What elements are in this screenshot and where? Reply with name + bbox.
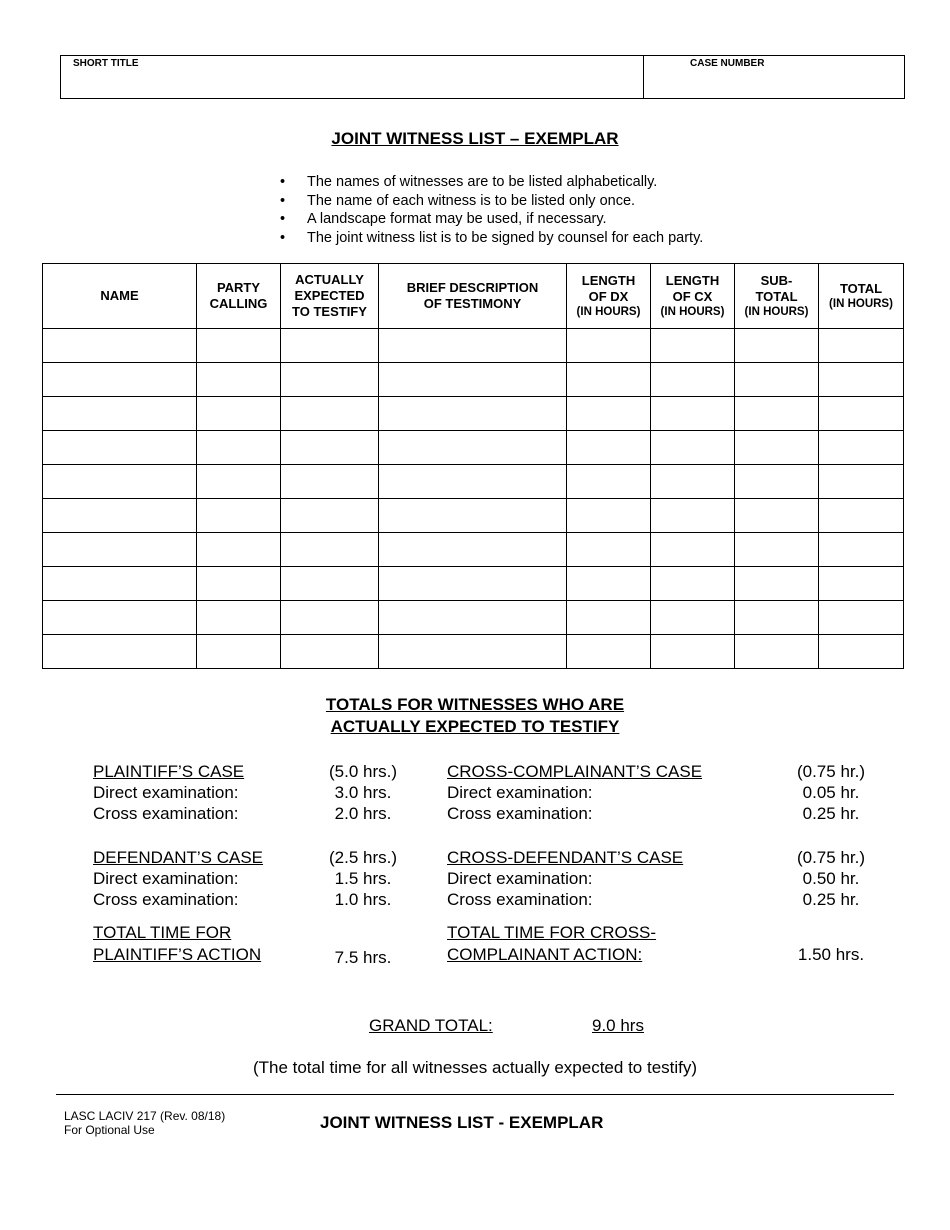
- defendant-cross-value: 1.0 hrs.: [334, 890, 392, 909]
- table-cell[interactable]: [567, 465, 651, 499]
- defendant-direct-value: 1.5 hrs.: [334, 869, 392, 888]
- table-cell[interactable]: [379, 465, 567, 499]
- footer-divider: [56, 1094, 894, 1095]
- table-cell[interactable]: [567, 567, 651, 601]
- cross-defendant-direct-label: Direct examination:: [447, 869, 593, 888]
- cross-complainant-cross-label: Cross examination:: [447, 804, 593, 823]
- table-row: [43, 431, 904, 465]
- column-header-length-dx: LENGTH OF DX (IN HOURS): [567, 264, 651, 329]
- plaintiff-cross-value: 2.0 hrs.: [334, 804, 392, 823]
- table-cell[interactable]: [819, 499, 904, 533]
- cross-defendant-direct-value: 0.50 hr.: [802, 869, 860, 888]
- cross-complainant-cross-value: 0.25 hr.: [802, 804, 860, 823]
- table-cell[interactable]: [197, 465, 281, 499]
- caption-box: [60, 55, 905, 99]
- table-cell[interactable]: [567, 397, 651, 431]
- table-cell[interactable]: [567, 329, 651, 363]
- witness-table: [42, 263, 904, 669]
- cross-complainant-case-label: CROSS-COMPLAINANT’S CASE: [447, 762, 703, 781]
- table-cell[interactable]: [819, 533, 904, 567]
- defendant-cross-label: Cross examination:: [93, 890, 239, 909]
- table-cell[interactable]: [281, 499, 379, 533]
- form-title: JOINT WITNESS LIST – EXEMPLAR: [331, 129, 619, 148]
- table-cell[interactable]: [197, 567, 281, 601]
- table-cell[interactable]: [651, 363, 735, 397]
- column-header-expected-to-testify: ACTUALLY EXPECTED TO TESTIFY: [281, 264, 379, 329]
- table-cell[interactable]: [281, 363, 379, 397]
- table-row: [43, 329, 904, 363]
- column-header-length-cx: LENGTH OF CX (IN HOURS): [651, 264, 735, 329]
- defendant-case-total: (2.5 hrs.): [328, 848, 398, 867]
- table-cell[interactable]: [651, 397, 735, 431]
- table-cell[interactable]: [651, 499, 735, 533]
- table-cell[interactable]: [651, 431, 735, 465]
- cross-complainant-action-line1: TOTAL TIME FOR CROSS-: [447, 923, 657, 942]
- table-cell[interactable]: [281, 397, 379, 431]
- table-cell[interactable]: [651, 465, 735, 499]
- table-cell[interactable]: [567, 635, 651, 669]
- table-cell[interactable]: [197, 601, 281, 635]
- table-cell[interactable]: [197, 533, 281, 567]
- table-cell[interactable]: [735, 499, 819, 533]
- table-cell[interactable]: [379, 567, 567, 601]
- plaintiff-case-total: (5.0 hrs.): [328, 762, 398, 781]
- cross-complainant-action-value: 1.50 hrs.: [797, 945, 865, 964]
- table-row: [43, 567, 904, 601]
- table-cell[interactable]: [735, 567, 819, 601]
- table-row: [43, 601, 904, 635]
- column-header-description: BRIEF DESCRIPTION OF TESTIMONY: [379, 264, 567, 329]
- table-row: [43, 635, 904, 669]
- column-header-name: NAME: [43, 264, 197, 329]
- table-cell[interactable]: [567, 363, 651, 397]
- grand-total-label: GRAND TOTAL:: [369, 1016, 493, 1035]
- table-cell[interactable]: [43, 601, 197, 635]
- table-cell[interactable]: [735, 635, 819, 669]
- table-cell[interactable]: [819, 635, 904, 669]
- table-cell[interactable]: [281, 431, 379, 465]
- table-cell[interactable]: [651, 533, 735, 567]
- column-header-total: TOTAL (IN HOURS): [819, 264, 904, 329]
- form-number: LASC LACIV 217 (Rev. 08/18): [64, 1109, 226, 1123]
- case-number-field[interactable]: [644, 56, 904, 98]
- instruction-item: • The joint witness list is to be signed by counsel for each party.: [280, 229, 703, 248]
- table-cell[interactable]: [819, 397, 904, 431]
- table-cell[interactable]: [567, 601, 651, 635]
- footer-title: JOINT WITNESS LIST - EXEMPLAR: [320, 1113, 604, 1132]
- table-cell[interactable]: [379, 431, 567, 465]
- table-cell[interactable]: [819, 431, 904, 465]
- defendant-direct-label: Direct examination:: [93, 869, 239, 888]
- short-title-field[interactable]: [61, 56, 644, 98]
- table-cell[interactable]: [43, 499, 197, 533]
- table-cell[interactable]: [735, 431, 819, 465]
- table-cell[interactable]: [379, 329, 567, 363]
- table-cell[interactable]: [819, 465, 904, 499]
- table-cell[interactable]: [281, 601, 379, 635]
- totals-title-line2: ACTUALLY EXPECTED TO TESTIFY: [330, 717, 620, 736]
- table-cell[interactable]: [197, 397, 281, 431]
- table-cell[interactable]: [735, 465, 819, 499]
- instruction-item: • The name of each witness is to be listed only once.: [280, 192, 703, 211]
- table-cell[interactable]: [735, 329, 819, 363]
- table-cell[interactable]: [197, 431, 281, 465]
- table-cell[interactable]: [379, 635, 567, 669]
- plaintiff-action-line2: PLAINTIFF’S ACTION: [93, 945, 262, 964]
- table-cell[interactable]: [43, 635, 197, 669]
- table-cell[interactable]: [43, 329, 197, 363]
- table-cell[interactable]: [819, 601, 904, 635]
- table-cell[interactable]: [651, 635, 735, 669]
- instructions-list: [280, 173, 703, 247]
- plaintiff-action-line1: TOTAL TIME FOR: [93, 923, 232, 942]
- plaintiff-case-label: PLAINTIFF’S CASE: [93, 762, 245, 781]
- table-cell[interactable]: [197, 363, 281, 397]
- table-cell[interactable]: [43, 397, 197, 431]
- table-cell[interactable]: [43, 567, 197, 601]
- table-cell[interactable]: [281, 533, 379, 567]
- instruction-item: • A landscape format may be used, if necessary.: [280, 210, 703, 229]
- table-cell[interactable]: [281, 465, 379, 499]
- table-cell[interactable]: [379, 499, 567, 533]
- table-cell[interactable]: [197, 329, 281, 363]
- cross-defendant-cross-value: 0.25 hr.: [802, 890, 860, 909]
- table-cell[interactable]: [379, 533, 567, 567]
- table-cell[interactable]: [43, 431, 197, 465]
- table-cell[interactable]: [819, 567, 904, 601]
- instruction-item: • The names of witnesses are to be listed alphabetically.: [280, 173, 703, 192]
- short-title-label: SHORT TITLE: [73, 58, 139, 69]
- table-cell[interactable]: [567, 431, 651, 465]
- table-cell[interactable]: [735, 363, 819, 397]
- table-cell[interactable]: [651, 567, 735, 601]
- column-header-party-calling: PARTY CALLING: [197, 264, 281, 329]
- cross-defendant-cross-label: Cross examination:: [447, 890, 593, 909]
- grand-total-value: 9.0 hrs: [592, 1016, 644, 1035]
- table-header-row: [43, 264, 904, 329]
- cross-complainant-direct-value: 0.05 hr.: [802, 783, 860, 802]
- table-cell[interactable]: [43, 533, 197, 567]
- case-number-label: CASE NUMBER: [690, 58, 765, 69]
- table-cell[interactable]: [379, 363, 567, 397]
- plaintiff-direct-value: 3.0 hrs.: [334, 783, 392, 802]
- plaintiff-cross-label: Cross examination:: [93, 804, 239, 823]
- table-cell[interactable]: [43, 465, 197, 499]
- table-cell[interactable]: [567, 533, 651, 567]
- table-cell[interactable]: [819, 363, 904, 397]
- defendant-case-label: DEFENDANT’S CASE: [93, 848, 264, 867]
- table-row: [43, 465, 904, 499]
- totals-title-line1: TOTALS FOR WITNESSES WHO ARE: [325, 695, 625, 714]
- table-row: [43, 533, 904, 567]
- cross-defendant-case-total: (0.75 hr.): [796, 848, 866, 867]
- table-row: [43, 397, 904, 431]
- column-header-subtotal: SUB- TOTAL (IN HOURS): [735, 264, 819, 329]
- plaintiff-action-value: 7.5 hrs.: [334, 948, 392, 967]
- table-cell[interactable]: [651, 329, 735, 363]
- table-cell[interactable]: [651, 601, 735, 635]
- table-row: [43, 363, 904, 397]
- table-cell[interactable]: [735, 397, 819, 431]
- footer-form-info: [64, 1109, 225, 1137]
- table-cell[interactable]: [281, 635, 379, 669]
- grand-total-note: (The total time for all witnesses actually expected to testify): [252, 1058, 698, 1077]
- plaintiff-direct-label: Direct examination:: [93, 783, 239, 802]
- form-use: For Optional Use: [64, 1123, 155, 1137]
- table-cell[interactable]: [379, 601, 567, 635]
- table-cell[interactable]: [567, 499, 651, 533]
- table-cell[interactable]: [197, 635, 281, 669]
- table-row: [43, 499, 904, 533]
- table-cell[interactable]: [197, 499, 281, 533]
- table-cell[interactable]: [735, 533, 819, 567]
- table-cell[interactable]: [281, 567, 379, 601]
- cross-complainant-direct-label: Direct examination:: [447, 783, 593, 802]
- table-cell[interactable]: [281, 329, 379, 363]
- cross-complainant-case-total: (0.75 hr.): [796, 762, 866, 781]
- table-cell[interactable]: [43, 363, 197, 397]
- table-cell[interactable]: [735, 601, 819, 635]
- cross-complainant-action-line2: COMPLAINANT ACTION:: [447, 945, 643, 964]
- table-cell[interactable]: [819, 329, 904, 363]
- table-cell[interactable]: [379, 397, 567, 431]
- cross-defendant-case-label: CROSS-DEFENDANT’S CASE: [447, 848, 684, 867]
- totals-title: [0, 694, 950, 738]
